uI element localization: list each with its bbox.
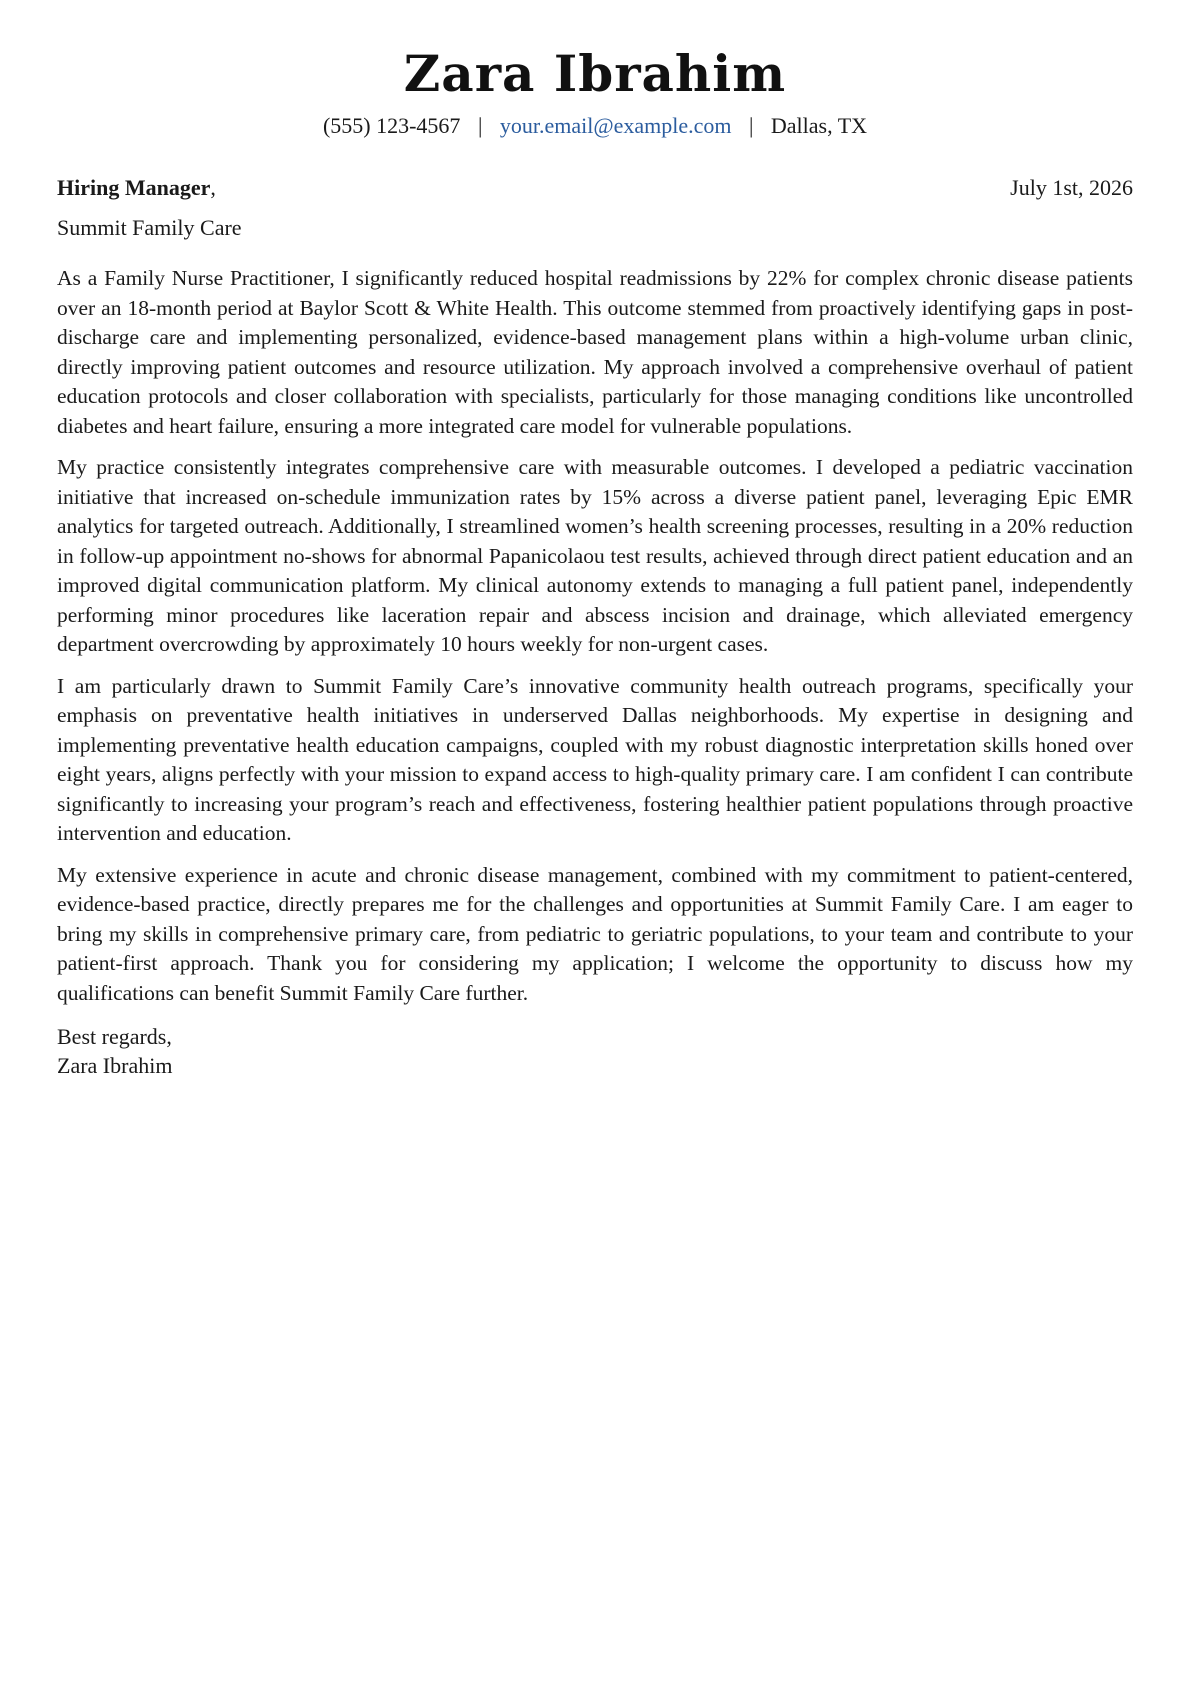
recipient-name-comma: , [210,175,216,200]
body-paragraph: My extensive experience in acute and chronic disease management, combined with my commitment to patient-centered, evidence-based practice, directly prepares me for the challenges and opportunities at Summit Family Care. I am eager to bring my skills in comprehensive primary care, from pediatric to geriatric populations, to your team and contribute to your patient-first approach. Thank you for considering my application; I welcome the opportunity to discuss how my qualifications can benefit Summit Family Care further. [57,862,1133,1005]
applicant-name: Zara Ibrahim [403,44,787,103]
signature-name: Zara Ibrahim [57,1053,173,1078]
body-paragraph: My practice consistently integrates comprehensive care with measurable outcomes. I developed a pediatric vaccination initiative that increased on-schedule immunization rates by 15% across a diverse patient panel, leveraging Epic EMR analytics for targeted outreach. Additionally, I streamlined women’s health screening processes, resulting in a 20% reduction in follow-up appointment no-shows for abnormal Papanicolaou test results, achieved through direct patient education and an improved digital communication platform. My clinical autonomy extends to managing a full patient panel, independently performing minor procedures like laceration repair and abscess incision and drainage, which alleviated emergency department overcrowding by approximately 10 hours weekly for non-urgent cases. [57,455,1133,656]
phone-number: (555) 123-4567 [322,113,461,138]
location: Dallas, TX [770,113,868,138]
contact-line [57,112,1133,140]
body-paragraph: As a Family Nurse Practitioner, I significantly reduced hospital readmissions by 22% for complex chronic disease patients over an 18-month period at Baylor Scott & White Health. This outcome stemmed from proactively identifying gaps in post-discharge care and implementing personalized, evidence-based management plans within a high-volume urban clinic, directly improving patient outcomes and resource utilization. My approach involved a comprehensive overhaul of patient education protocols and closer collaboration with specialists, particularly for those managing conditions like uncontrolled diabetes and heart failure, ensuring a more integrated care model for vulnerable populations. [57,266,1133,438]
closing-salutation: Best regards, [57,1024,172,1049]
separator: | [477,113,483,138]
letter-date: July 1st, 2026 [1010,175,1133,200]
recipient-row [57,174,1133,202]
recipient-block [57,174,216,202]
separator: | [748,113,754,138]
letter-body [57,264,1133,1008]
body-paragraph: I am particularly drawn to Summit Family Care’s innovative community health outreach programs, specifically your emphasis on preventative health initiatives in underserved Dallas neighborhoods. My expertise in designing and implementing preventative health education campaigns, coupled with my robust diagnostic interpretation skills honed over eight years, aligns perfectly with your mission to expand access to high-quality primary care. I am confident I can contribute significantly to increasing your program’s reach and effectiveness, fostering healthier patient populations through proactive intervention and education. [57,673,1133,845]
recipient-company: Summit Family Care [57,215,242,240]
closing-block [57,1022,1133,1080]
recipient-name: Hiring Manager [57,175,211,200]
email-link[interactable]: your.email@example.com [499,113,732,138]
